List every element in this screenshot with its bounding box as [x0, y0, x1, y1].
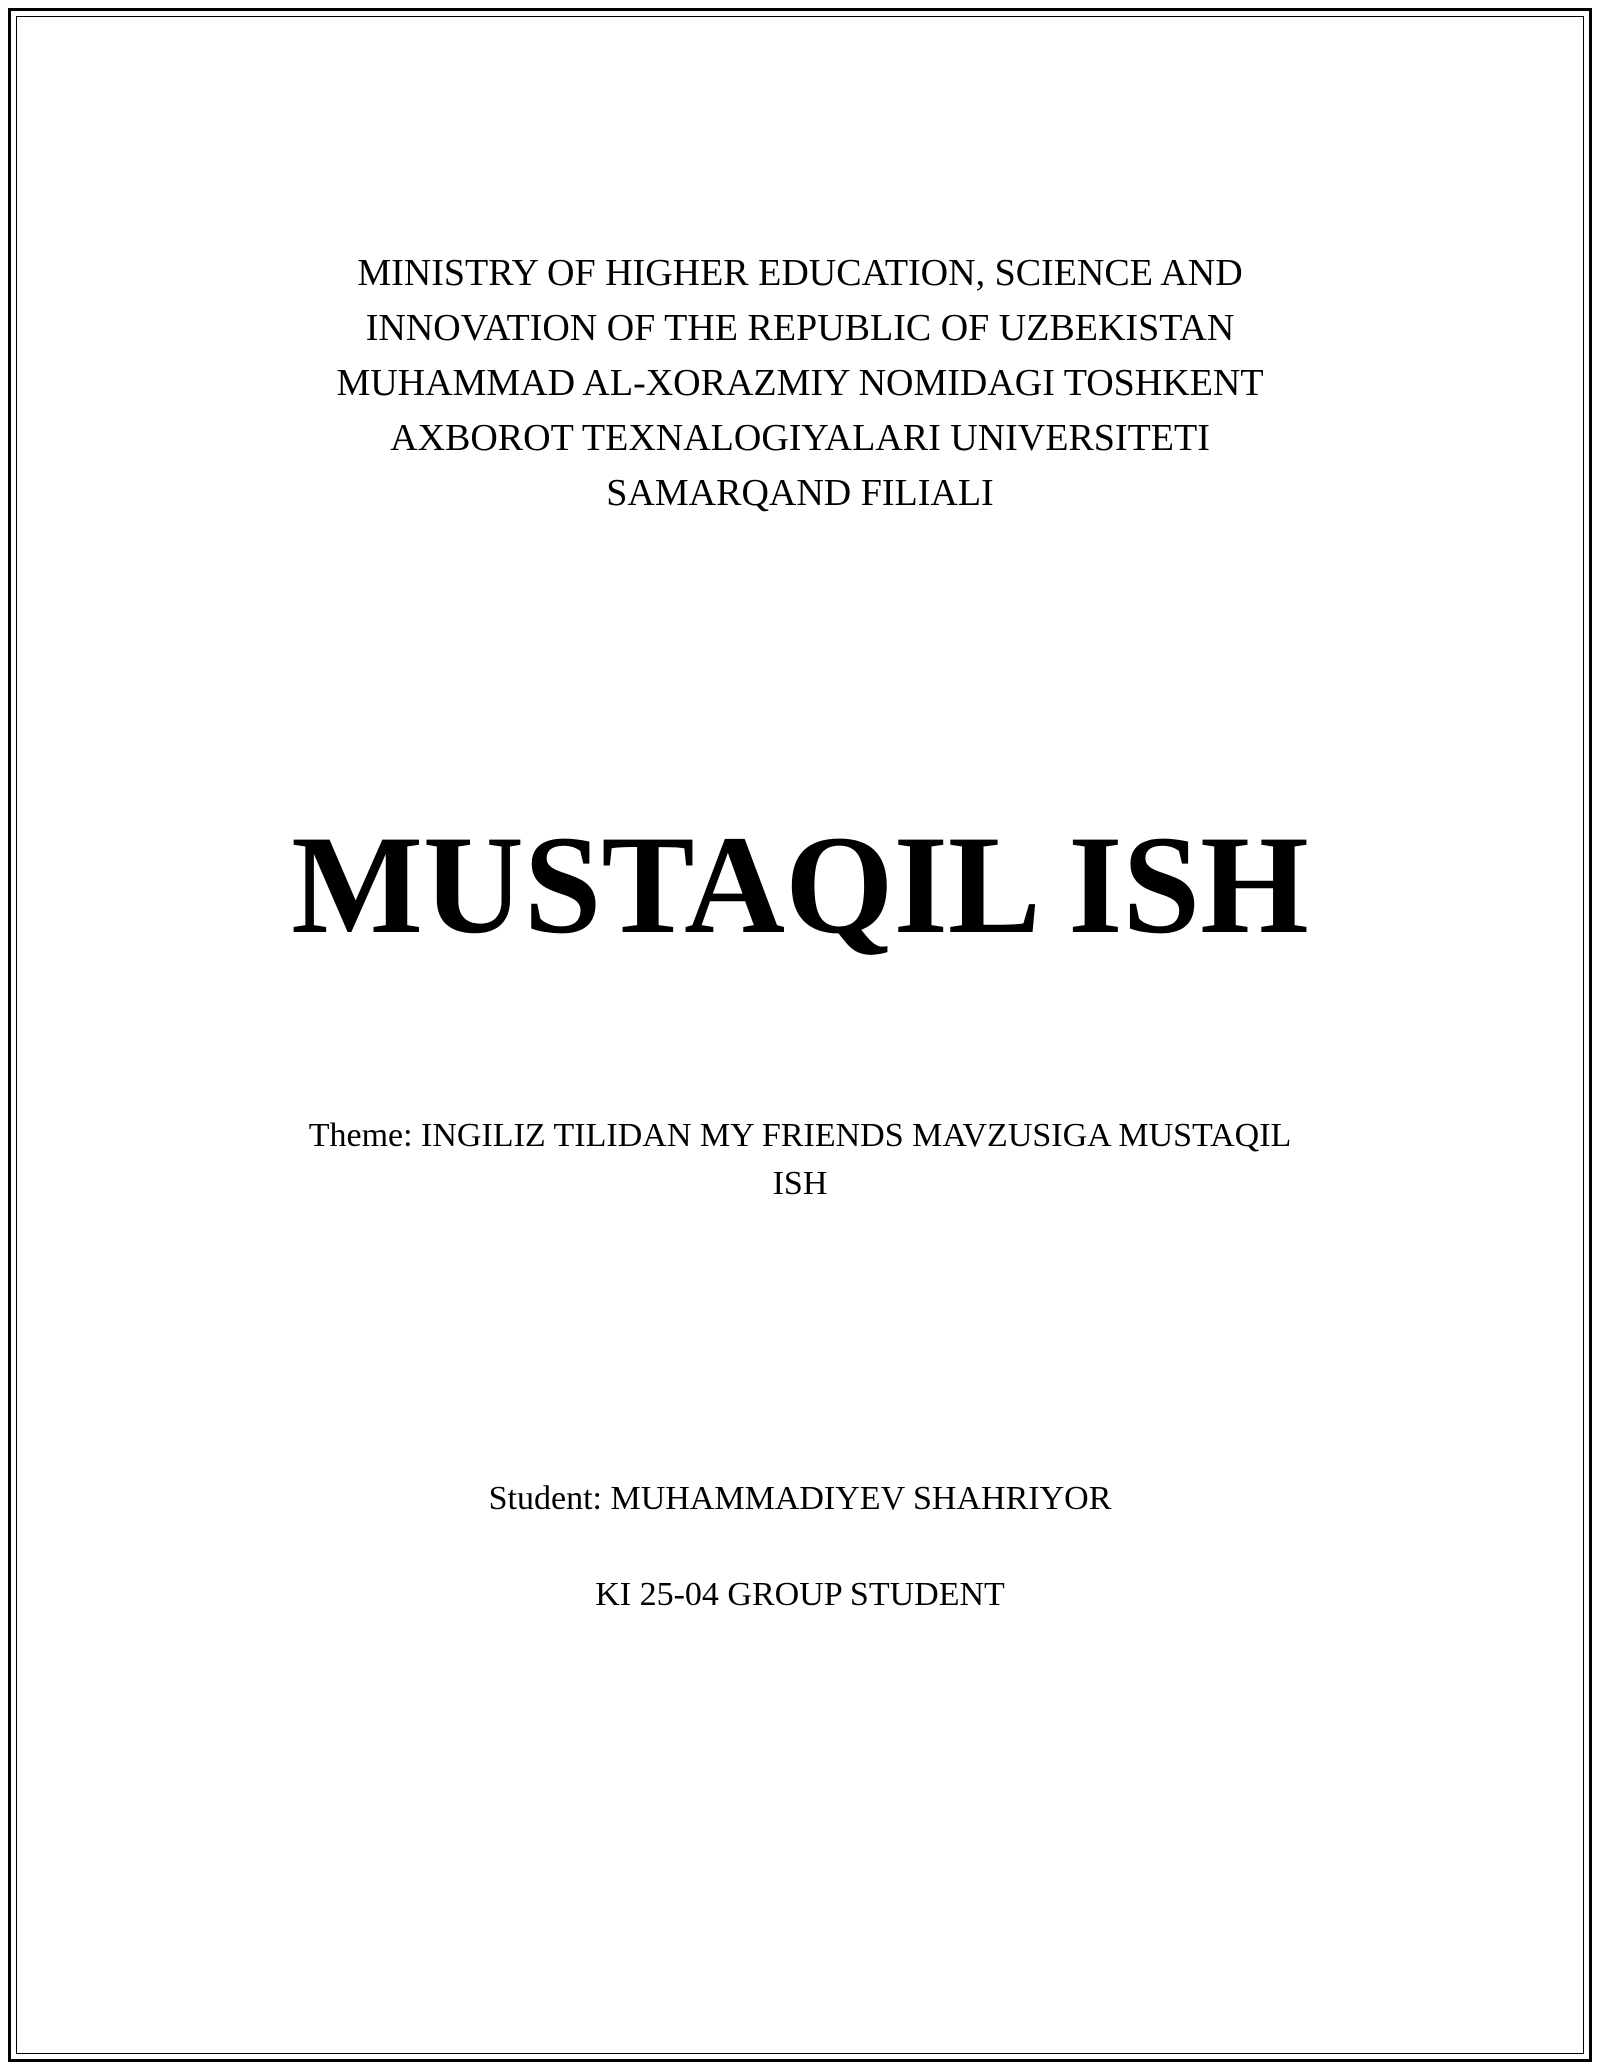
- institution-line-4: AXBOROT TEXNALOGIYALARI UNIVERSITETI: [390, 417, 1210, 459]
- institution-line-5: SAMARQAND FILIALI: [606, 472, 994, 514]
- institution-line-1: MINISTRY OF HIGHER EDUCATION, SCIENCE AND: [357, 252, 1243, 294]
- institution-line-3: MUHAMMAD AL-XORAZMIY NOMIDAGI TOSHKENT: [336, 362, 1264, 404]
- theme-block: [0, 1112, 1600, 1208]
- institution-header: [0, 246, 1600, 521]
- institution-line-2: INNOVATION OF THE REPUBLIC OF UZBEKISTAN: [365, 307, 1235, 349]
- student-group: KI 25-04 GROUP STUDENT: [595, 1576, 1005, 1613]
- student-name: Student: MUHAMMADIYEV SHAHRIYOR: [488, 1480, 1112, 1517]
- document-title: MUSTAQIL ISH: [291, 807, 1309, 963]
- theme-line-1: Theme: INGILIZ TILIDAN MY FRIENDS MAVZUSIGA MUSTAQIL: [308, 1117, 1292, 1154]
- theme-line-2: ISH: [772, 1165, 828, 1202]
